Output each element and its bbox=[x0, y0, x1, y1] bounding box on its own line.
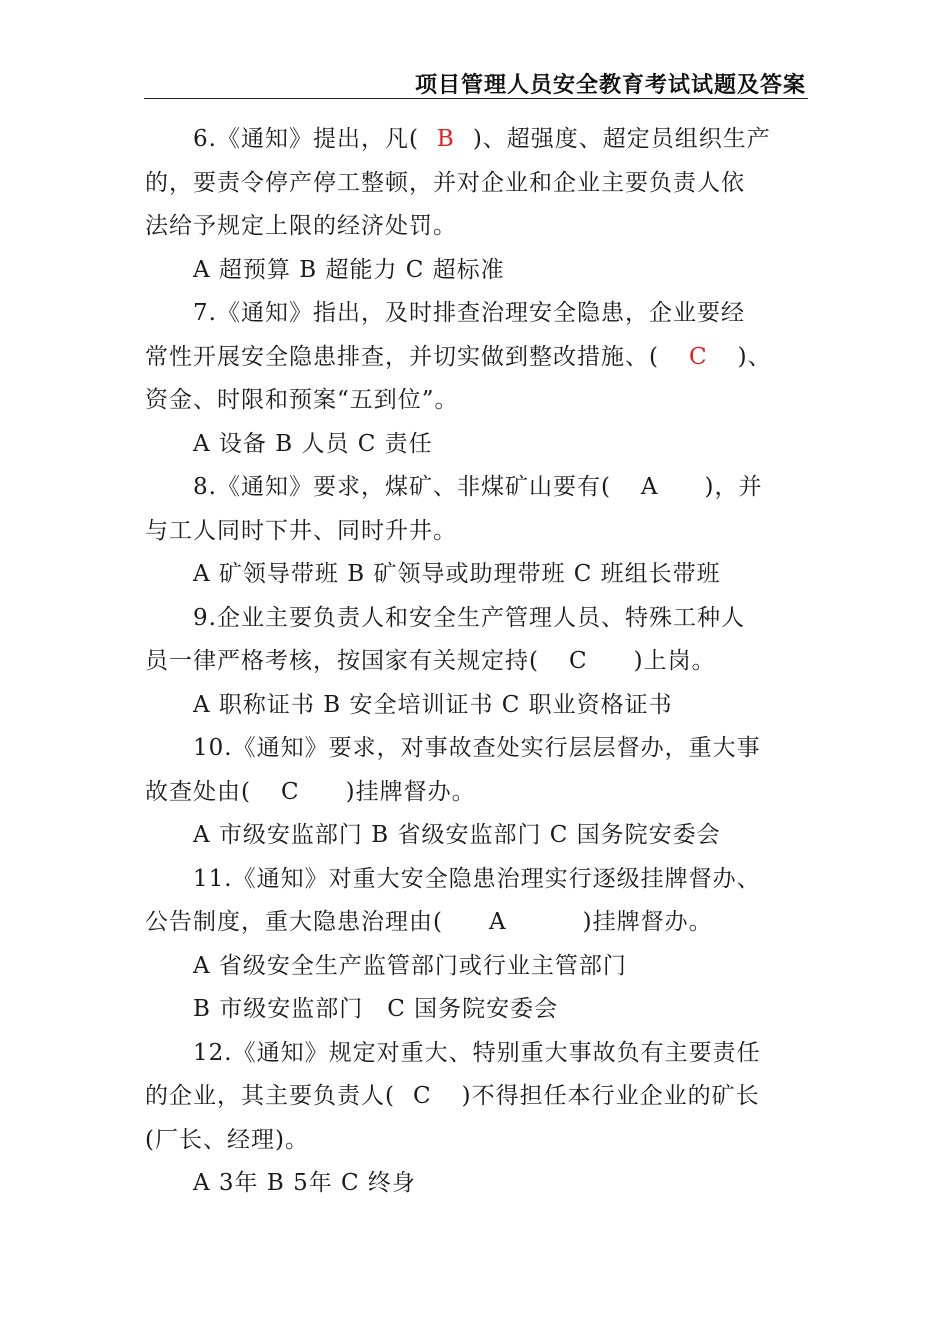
question-11-stem-end: )挂牌督办。 bbox=[582, 909, 713, 935]
question-12-answer: C bbox=[412, 1083, 432, 1109]
question-12-line-1: 12.《通知》规定对重大、特别重大事故负有主要责任 bbox=[193, 1039, 761, 1066]
question-9-stem-end: )上岗。 bbox=[633, 648, 716, 674]
question-12-line-3: (厂长、经理)。 bbox=[145, 1126, 309, 1153]
question-8-stem-end: )，并 bbox=[704, 474, 763, 500]
question-8-stem-start: 8.《通知》要求，煤矿、非煤矿山要有( bbox=[193, 474, 611, 500]
question-8-options: A 矿领导带班 B 矿领导或助理带班 C 班组长带班 bbox=[193, 561, 721, 587]
question-12-stem-start: 的企业，其主要负责人( bbox=[145, 1083, 395, 1109]
question-10-line-2 bbox=[145, 771, 807, 815]
question-12-line-2 bbox=[145, 1075, 807, 1119]
question-11-stem-start: 公告制度，重大隐患治理由( bbox=[145, 909, 443, 935]
question-10-answer: C bbox=[280, 778, 300, 805]
question-12-options: A 3年 B 5年 C 终身 bbox=[193, 1170, 416, 1196]
question-7-line-2 bbox=[145, 336, 807, 380]
question-9-line-2 bbox=[145, 640, 807, 684]
question-7-stem-start: 常性开展安全隐患排查，并切实做到整改措施、( bbox=[145, 343, 659, 370]
question-9-answer: C bbox=[568, 648, 588, 674]
question-6-line-2: 的，要责令停产停工整顿，并对企业和企业主要负责人依 bbox=[145, 169, 745, 196]
question-6-stem-end: )、超强度、超定员组织生产 bbox=[472, 126, 771, 152]
document-body bbox=[145, 118, 807, 1206]
question-7-line-1: 7.《通知》指出，及时排查治理安全隐患，企业要经 bbox=[193, 300, 745, 326]
question-9-line-1: 9.企业主要负责人和安全生产管理人员、特殊工种人 bbox=[193, 604, 745, 631]
question-9-options: A 职称证书 B 安全培训证书 C 职业资格证书 bbox=[193, 691, 673, 718]
question-6-stem-start: 6.《通知》提出，凡( bbox=[193, 126, 419, 152]
question-10-stem-start: 故查处由( bbox=[145, 778, 251, 805]
question-6-answer: B bbox=[436, 126, 455, 152]
question-7-options: A 设备 B 人员 C 责任 bbox=[193, 430, 433, 457]
question-8-answer: A bbox=[640, 474, 659, 500]
question-8-line-1 bbox=[145, 466, 807, 510]
page-header-title: 项目管理人员安全教育考试试题及答案 bbox=[414, 73, 806, 98]
question-11-line-2 bbox=[145, 901, 807, 945]
question-12-stem-end: )不得担任本行业企业的矿长 bbox=[461, 1083, 760, 1109]
question-11-line-1: 11.《通知》对重大安全隐患治理实行逐级挂牌督办、 bbox=[193, 865, 761, 892]
question-10-options: A 市级安监部门 B 省级安监部门 C 国务院安委会 bbox=[193, 822, 721, 848]
question-9-stem-start: 员一律严格考核，按国家有关规定持( bbox=[145, 648, 539, 674]
header-divider bbox=[144, 98, 808, 99]
question-6-line-1 bbox=[145, 118, 807, 162]
question-11-options-2: B 市级安监部门 C 国务院安委会 bbox=[193, 996, 559, 1022]
question-11-answer: A bbox=[488, 909, 507, 935]
question-7-stem-end: )、 bbox=[737, 343, 772, 370]
question-7-line-3: 资金、时限和预案“五到位”。 bbox=[145, 387, 459, 413]
question-10-stem-end: )挂牌督办。 bbox=[345, 778, 476, 805]
question-8-line-2: 与工人同时下井、同时升井。 bbox=[145, 517, 457, 544]
question-10-line-1: 10.《通知》要求，对事故查处实行层层督办，重大事 bbox=[193, 735, 761, 761]
question-11-options-1: A 省级安全生产监管部门或行业主管部门 bbox=[193, 952, 627, 979]
question-6-options: A 超预算 B 超能力 C 超标准 bbox=[193, 256, 505, 283]
question-7-answer: C bbox=[688, 343, 708, 370]
question-6-line-3: 法给予规定上限的经济处罚。 bbox=[145, 213, 457, 239]
